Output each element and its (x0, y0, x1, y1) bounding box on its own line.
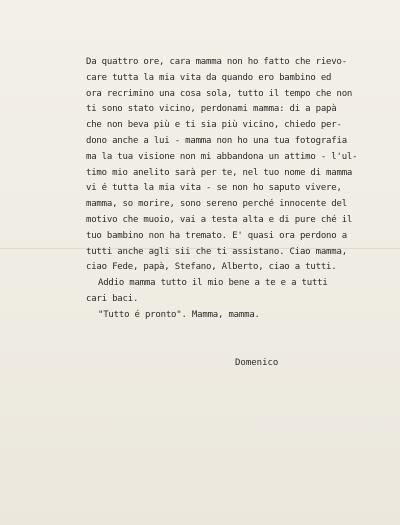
signature: Domenico (235, 358, 279, 368)
letter-line: ma la tua visione non mi abbandona un attimo - l'ul- (86, 151, 358, 162)
letter-line: tuo bambino non ha tremato. E' quasi ora perdono a (86, 230, 347, 241)
letter-line: Da quattro ore, cara mamma non ho fatto che rievo- (86, 57, 347, 67)
letter-line: care tutta la mia vita da quando ero bambino ed (86, 72, 332, 83)
letter-line: mamma, so morire, sono sereno perché innocente del (86, 199, 347, 210)
letter-line: ora recrimino una cosa sola, tutto il tempo che non (86, 88, 353, 99)
letter-line: timo mio anelito sarà per te, nel tuo nome di mamma (86, 167, 353, 178)
letter-line: ti sono stato vicino, perdonami mamma: di a papà (86, 104, 337, 115)
letter-line: ciao Fede, papà, Stefano, Alberto, ciao a tutti. (86, 262, 337, 273)
letter-line: che non beva più e ti sia più vicino, chiedo per- (86, 120, 342, 131)
letter-body (86, 55, 386, 324)
letter-line: motivo che muoio, vai a testa alta e di pure ché il (86, 214, 353, 225)
letter-line: vi é tutta la mia vita - se non ho saputo vivere, (86, 183, 342, 194)
letter-line: cari baci. (86, 293, 139, 304)
letter-line: "Tutto é pronto". Mamma, mamma. (98, 309, 260, 320)
letter-line: Addio mamma tutto il mio bene a te e a tutti (98, 278, 328, 289)
letter-line: tutti anche agli sii che ti assistano. Ciao mamma, (86, 246, 347, 257)
letter-line: dono anche a lui - mamma non ho una tua fotografia (86, 135, 347, 146)
